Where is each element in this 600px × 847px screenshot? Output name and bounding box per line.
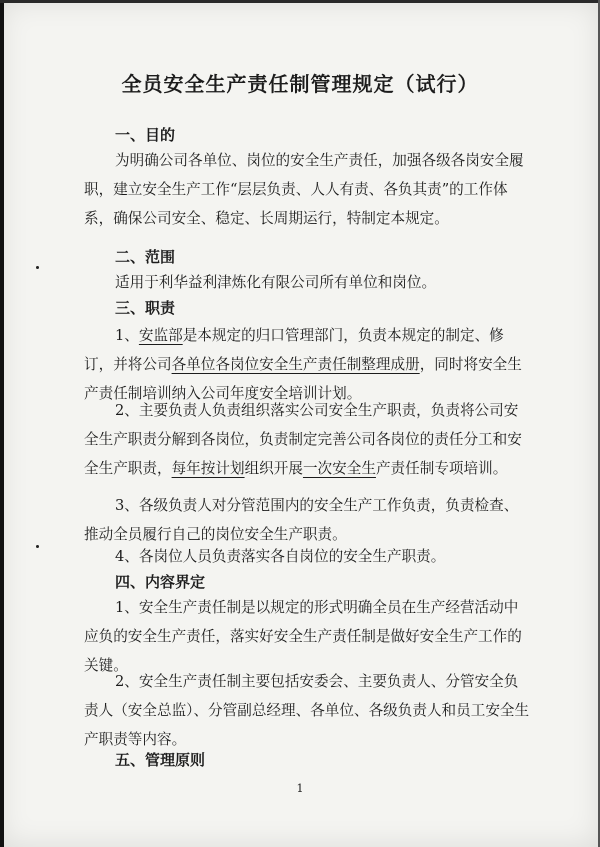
- margin-mark: [36, 266, 39, 269]
- paragraph-purpose: 为明确公司各单位、岗位的安全生产责任，加强各级各岗安全履职，建立安全生产工作“层层负责、人人有责、各负其责”的工作体系，确保公司安全、稳定、长周期运行，特制定本规定。: [84, 152, 524, 227]
- scan-edge-top: [0, 0, 600, 3]
- section-heading-purpose: 一、目的: [115, 126, 176, 144]
- section-heading-principles: 五、管理原则: [115, 751, 206, 769]
- underlined-text: 每年按计划: [171, 460, 245, 477]
- scan-edge-left: [0, 0, 4, 847]
- paragraph-duty-3: 3、各级负责人对分管范围内的安全生产工作负责，负责检查、推动全员履行自己的岗位安全生产职责。: [84, 497, 519, 543]
- paragraph-scope: 适用于利华益利津炼化有限公司所有单位和岗位。: [115, 274, 437, 291]
- paragraph-duty-4: 4、各岗位人员负责落实各自岗位的安全生产职责。: [115, 548, 446, 565]
- section-heading-scope: 二、范围: [115, 248, 176, 266]
- underlined-text: 一次安全生: [302, 460, 376, 477]
- paragraph-content-1: 1、安全生产责任制是以规定的形式明确全员在生产经营活动中应负的安全生产责任，落实好安全生产责任制是做好安全生产工作的关键。: [84, 599, 522, 674]
- paragraph-duty-1: 1、安监部是本规定的归口管理部门，负责本规定的制定、修订，并将公司各单位各岗位安全生产责任制整理成册，同时将安全生产责任制培训纳入公司年度安全培训计划。: [84, 327, 522, 402]
- paragraph-content-2: 2、安全生产责任制主要包括安委会、主要负责人、分管安全负责人（安全总监）、分管副总经理、各单位、各级负责人和员工安全生产职责等内容。: [84, 673, 530, 748]
- section-heading-duties: 三、职责: [115, 299, 176, 317]
- page-number: 1: [296, 782, 304, 795]
- margin-mark: [36, 545, 39, 548]
- underlined-text: 各单位各岗位安全生产责任制整理成册: [171, 356, 420, 373]
- underlined-text: 安监部: [138, 327, 183, 344]
- document-title: 全员安全生产责任制管理规定（试行）: [121, 72, 479, 96]
- section-heading-content: 四、内容界定: [115, 573, 206, 591]
- paragraph-duty-2: 2、主要负责人负责组织落实公司安全生产职责，负责将公司安全生产职责分解到各岗位，负责制定完善公司各岗位的责任分工和安全生产职责，每年按计划组织开展一次安全生产责任制专项培训。: [84, 402, 522, 477]
